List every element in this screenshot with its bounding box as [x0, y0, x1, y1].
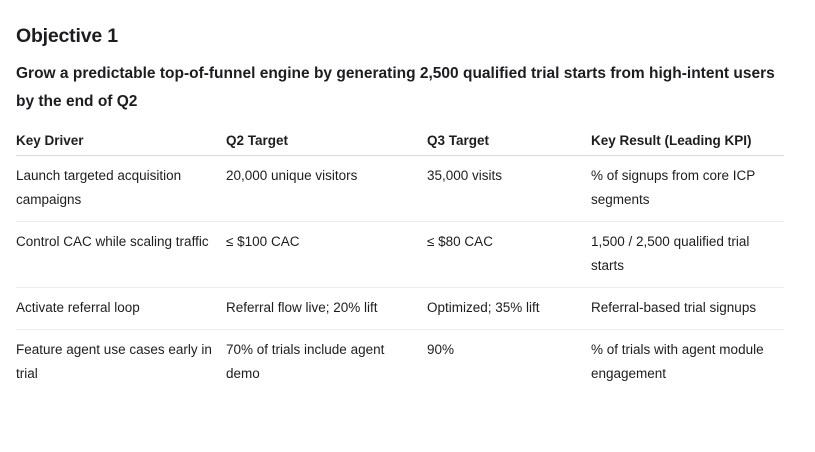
table-row — [16, 156, 784, 222]
cell-q2-target: Referral flow live; 20% lift — [226, 288, 427, 330]
objective-description: Grow a predictable top-of-funnel engine by generating 2,500 qualified trial starts from high-intent users by the end of Q2 — [16, 65, 775, 110]
header-q3-target: Q3 Target — [427, 125, 591, 156]
cell-key-result: % of trials with agent module engagement — [591, 342, 764, 381]
cell-key-result: % of signups from core ICP segments — [591, 156, 784, 222]
objective-title: Objective 1 — [16, 25, 118, 47]
header-key-result: Key Result (Leading KPI) — [591, 125, 784, 156]
cell-q3-target: 90% — [427, 342, 455, 357]
cell-key-result: Referral-based trial signups — [591, 288, 784, 330]
table-row — [16, 288, 784, 330]
table-header-row — [16, 125, 784, 156]
cell-key-result: 1,500 / 2,500 qualified trial starts — [591, 222, 784, 288]
cell-key-driver: Feature agent use cases early in trial — [16, 342, 212, 381]
cell-q2-target: ≤ $100 CAC — [226, 222, 427, 288]
cell-key-driver: Launch targeted acquisition campaigns — [16, 156, 226, 222]
table-row — [16, 222, 784, 288]
header-q2-target: Q2 Target — [226, 125, 427, 156]
cell-q3-target: Optimized; 35% lift — [427, 288, 591, 330]
table-row — [16, 330, 784, 396]
header-key-driver: Key Driver — [16, 125, 226, 156]
cell-q2-target: 70% of trials include agent demo — [226, 342, 385, 381]
key-drivers-table — [16, 125, 784, 395]
cell-key-driver: Control CAC while scaling traffic — [16, 222, 226, 288]
cell-q2-target: 20,000 unique visitors — [226, 156, 427, 222]
cell-key-driver: Activate referral loop — [16, 288, 226, 330]
cell-q3-target: ≤ $80 CAC — [427, 222, 591, 288]
cell-q3-target: 35,000 visits — [427, 156, 591, 222]
